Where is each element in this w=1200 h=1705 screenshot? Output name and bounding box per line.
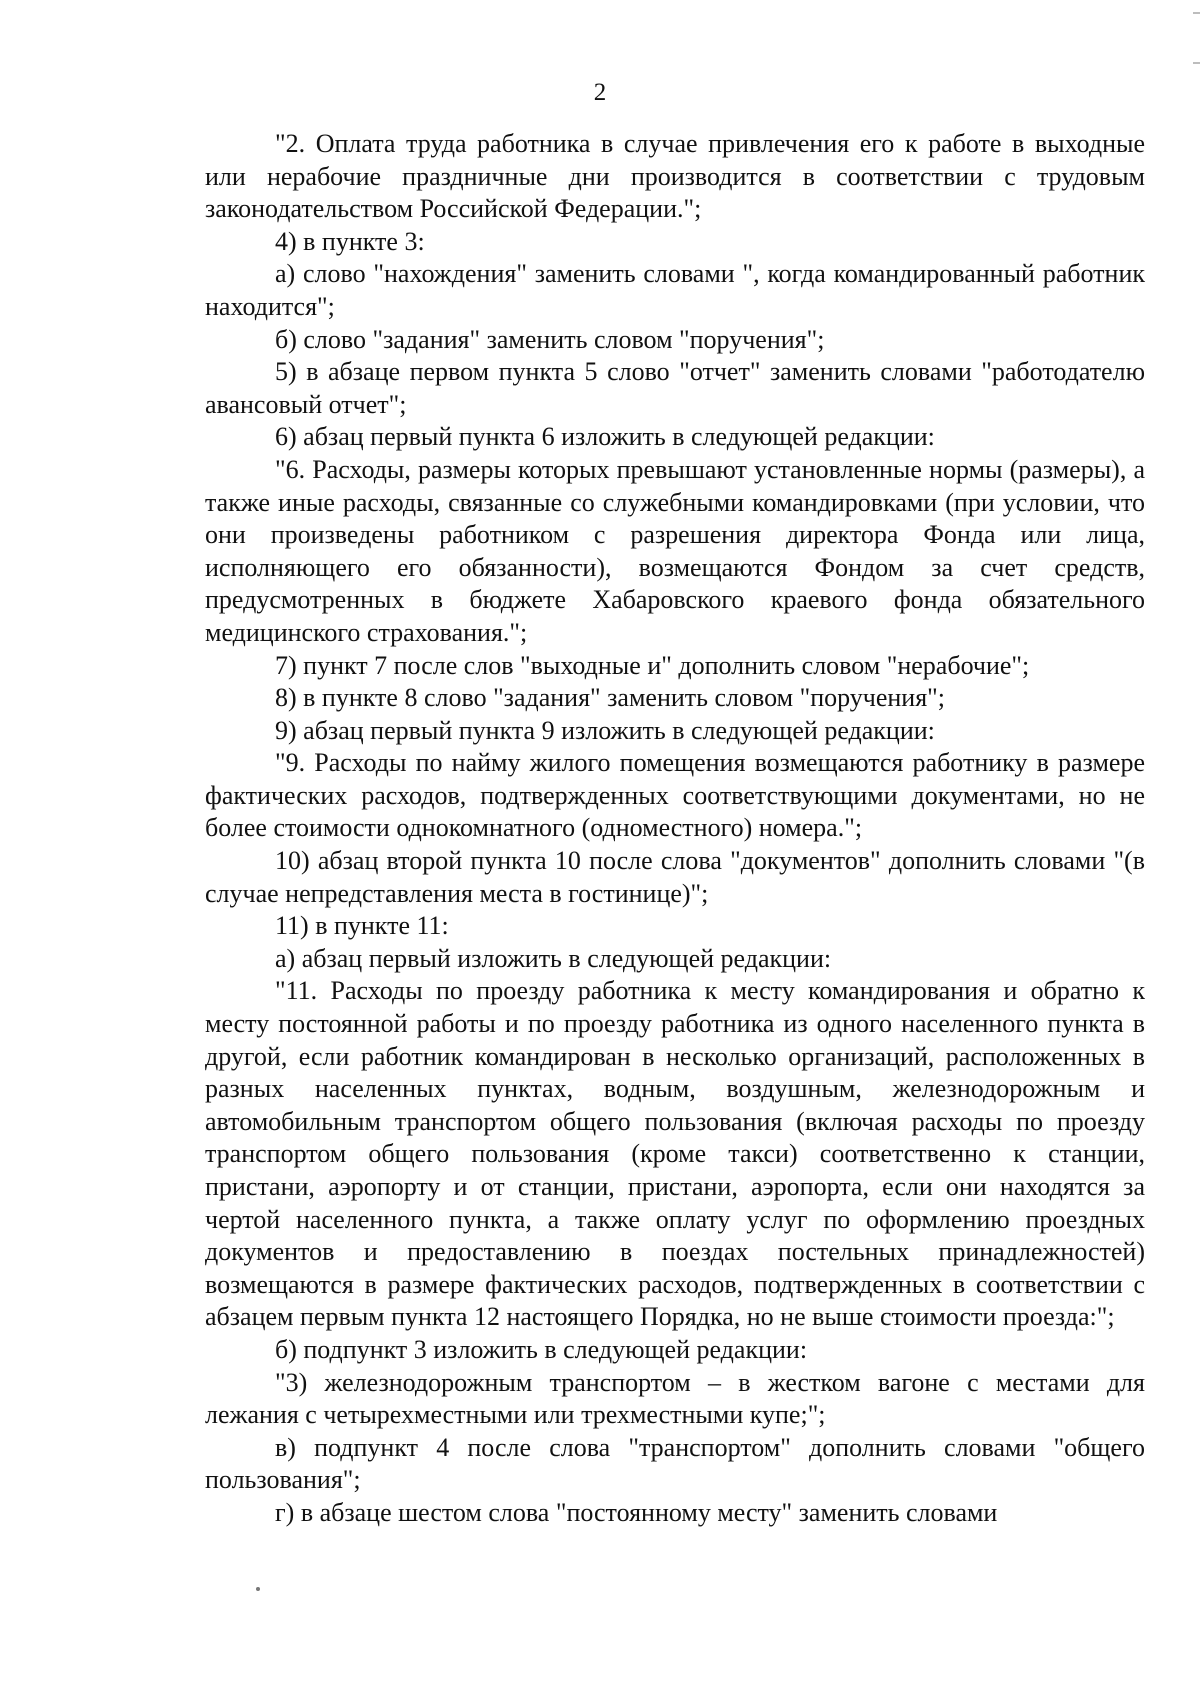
paragraph: 9) абзац первый пункта 9 изложить в следующей редакции: bbox=[275, 715, 935, 745]
paragraph: 8) в пункте 8 слово "задания" заменить словом "поручения"; bbox=[275, 683, 946, 713]
paragraph: а) слово "нахождения" заменить словами ", когда командированный работник находится"; bbox=[205, 259, 1145, 321]
scan-edge-mark bbox=[1193, 62, 1200, 64]
paragraph: а) абзац первый изложить в следующей редакции: bbox=[275, 943, 832, 973]
paragraph: в) подпункт 4 после слова "транспортом" дополнить словами "общего пользования"; bbox=[205, 1432, 1145, 1495]
paragraph: "6. Расходы, размеры которых превышают установленные нормы (размеры), а также иные расходы, связанные со служебными командировками (при условии, что они произведены работником с разрешения директора Фонда или лица, исполняющего его обязанности), возмещаются Фондом за счет средств, предусмотренных в бюджете Хабаровского краевого фонда обязательного медицинского страхования."; bbox=[205, 454, 1145, 647]
paragraph: 10) абзац второй пункта 10 после слова "документов" дополнить словами "(в случае непредставления места в гостинице)"; bbox=[205, 846, 1145, 908]
paragraph: "2. Оплата труда работника в случае привлечения его к работе в выходные или нерабочие праздничные дни производится в соответствии с трудовым законодательством Российской Федерации."; bbox=[205, 129, 1145, 224]
paragraph: 11) в пункте 11: bbox=[275, 911, 449, 941]
paragraph: б) слово "задания" заменить словом "поручения"; bbox=[275, 324, 825, 354]
page-number: 2 bbox=[593, 79, 607, 106]
paragraph: 5) в абзаце первом пункта 5 слово "отчет" заменить словами "работодателю авансовый отчет"; bbox=[205, 357, 1145, 419]
paragraph: "11. Расходы по проезду работника к месту командирования и обратно к месту постоянной работы и по проезду работника из одного населенного пункта в другой, если работник командирован в несколько организаций, расположенных в разных населенных пунктах, водным, воздушным, железнодорожным и автомобильным транспортом общего пользования (включая расходы по проезду транспортом общего пользования (кроме такси) соответственно к станции, пристани, аэропорту и от станции, пристани, аэропорта, если они находятся за чертой населенного пункта, а также оплату услуг по оформлению проездных документов и предоставлению в поездах постельных принадлежностей) возмещаются в размере фактических расходов, подтвержденных в соответствии с абзацем первым пункта 12 настоящего Порядка, но не выше стоимости проезда:"; bbox=[205, 976, 1145, 1332]
paragraph: 7) пункт 7 после слов "выходные и" дополнить словом "нерабочие"; bbox=[275, 650, 1030, 680]
paragraph: "3) железнодорожным транспортом – в жестком вагоне с местами для лежания с четырехместными или трехместными купе;"; bbox=[205, 1367, 1145, 1430]
paragraph: 4) в пункте 3: bbox=[275, 226, 425, 256]
scan-edge-mark bbox=[1193, 12, 1200, 14]
paragraph: 6) абзац первый пункта 6 изложить в следующей редакции: bbox=[275, 422, 935, 452]
scan-dot-mark bbox=[256, 1587, 260, 1591]
document-body bbox=[205, 128, 1145, 1530]
paragraph: "9. Расходы по найму жилого помещения возмещаются работнику в размере фактических расходов, подтвержденных соответствующими документами, но не более стоимости однокомнатного (одноместного) номера."; bbox=[205, 748, 1145, 843]
paragraph: б) подпункт 3 изложить в следующей редакции: bbox=[275, 1334, 808, 1364]
paragraph: г) в абзаце шестом слова "постоянному месту" заменить словами bbox=[275, 1497, 998, 1527]
